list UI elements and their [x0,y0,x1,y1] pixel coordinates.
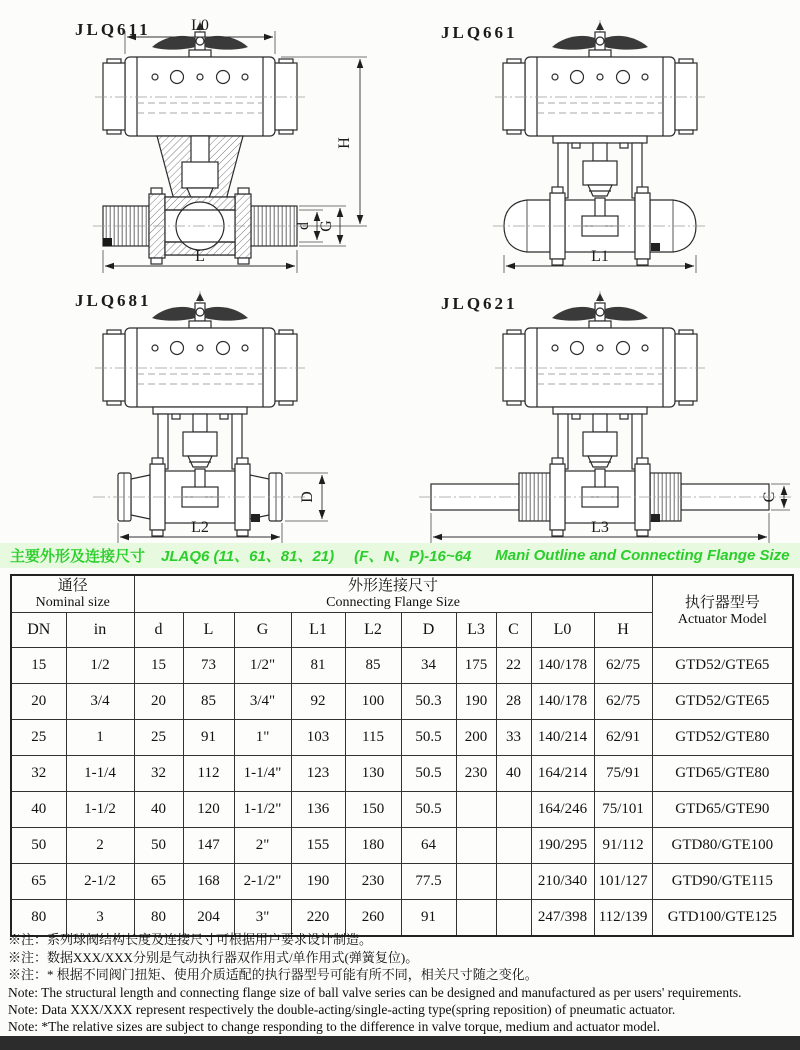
column-header: L1 [291,613,345,648]
diagram-jlq621 [405,281,795,547]
table-cell: 1/2" [234,648,291,684]
table-cell: 73 [183,648,234,684]
table-cell: 130 [345,756,401,792]
table-cell: 91/112 [594,828,652,864]
table-cell: GTD65/GTE80 [652,756,793,792]
table-cell: 190/295 [531,828,594,864]
table-cell: GTD52/GTE65 [652,684,793,720]
table-cell: 140/178 [531,648,594,684]
table-cell: 81 [291,648,345,684]
table-cell: 65 [11,864,66,900]
table-cell: 260 [345,900,401,937]
diagram-model-label: JLQ621 [441,294,518,313]
note-cn: ※注：* 根据不同阀门扭矩、使用介质适配的执行器型号可能有所不同，相关尺寸随之变化。 [8,967,538,982]
table-cell: 91 [401,900,456,937]
table-cell: 164/246 [531,792,594,828]
section-title-cn: 主要外形及连接尺寸 [10,549,146,565]
table-cell: 85 [345,648,401,684]
table-row [11,792,793,828]
section-title-band [0,543,800,568]
table-cell: GTD52/GTE80 [652,720,793,756]
table-cell: 25 [11,720,66,756]
table-cell: 40 [11,792,66,828]
dimension-label: d [295,222,312,230]
table-cell: 190 [291,864,345,900]
table-cell [456,792,496,828]
table-cell: 3/4 [66,684,134,720]
table-cell: 150 [345,792,401,828]
table-cell: 50 [134,828,183,864]
table-cell: 34 [401,648,456,684]
table-cell: 220 [291,900,345,937]
column-header: L [183,613,234,648]
note-en: Note: The structural length and connecting flange size of ball valve series can be designed and manufactured as per users' requirements. [8,984,742,1000]
table-cell: 2-1/2 [66,864,134,900]
table-cell: 3" [234,900,291,937]
table-cell: 210/340 [531,864,594,900]
table-cell: 1 [66,720,134,756]
table-cell: 40 [134,792,183,828]
table-cell: 1-1/4" [234,756,291,792]
table-cell: 200 [456,720,496,756]
table-cell: 190 [456,684,496,720]
table-cell: 65 [134,864,183,900]
table-cell: GTD52/GTE65 [652,648,793,684]
dimension-label: H [336,137,353,149]
table-cell: 247/398 [531,900,594,937]
column-header: D [401,613,456,648]
column-header: L3 [456,613,496,648]
dimension-label: G [318,220,335,232]
table-cell: 1-1/4 [66,756,134,792]
table-cell: GTD100/GTE125 [652,900,793,937]
section-title-en: Mani Outline and Connecting Flange Size [495,547,790,564]
header-connecting-flange-size: 外形连接尺寸 Connecting Flange Size [134,575,652,613]
header-actuator-model: 执行器型号 Actuator Model [652,575,793,648]
table-cell: 147 [183,828,234,864]
table-cell: 230 [345,864,401,900]
table-cell: 64 [401,828,456,864]
note-en: Note: Data XXX/XXX represent respectively the double-acting/single-acting type(spring reposition) of pneumatic actuator. [8,1001,676,1017]
table-cell: 22 [496,648,531,684]
table-cell: 1/2 [66,648,134,684]
table-cell: 136 [291,792,345,828]
dimension-label: L2 [191,519,209,536]
table-cell: 120 [183,792,234,828]
table-cell: 140/214 [531,720,594,756]
table-cell [496,864,531,900]
table-cell: 140/178 [531,684,594,720]
diagram-model-label: JLQ661 [441,23,518,42]
section-title-spec: (F、N、P)-16~64 [354,548,472,565]
table-cell: 155 [291,828,345,864]
table-cell: 100 [345,684,401,720]
table-cell: 15 [11,648,66,684]
valve-drawing-jlq611 [5,10,395,276]
table-cell: 62/75 [594,648,652,684]
table-cell: 62/91 [594,720,652,756]
table-cell: 230 [456,756,496,792]
table-cell: 180 [345,828,401,864]
table-cell: 75/91 [594,756,652,792]
table-cell: 32 [134,756,183,792]
table-cell: 50.5 [401,720,456,756]
table-cell: 2-1/2" [234,864,291,900]
table-cell: 175 [456,648,496,684]
table-cell: 1-1/2 [66,792,134,828]
note-cn: ※注：系列球阀结构长度及连接尺寸可根据用户要求设计制造。 [8,932,373,947]
table-cell: 80 [11,900,66,937]
table-cell: 3 [66,900,134,937]
table-cell: 80 [134,900,183,937]
column-header: H [594,613,652,648]
table-row [11,684,793,720]
table-cell: GTD65/GTE90 [652,792,793,828]
table-row [11,720,793,756]
table-cell: 50.3 [401,684,456,720]
table-cell: 168 [183,864,234,900]
table-cell [496,792,531,828]
table-body [11,648,793,937]
valve-drawing-jlq681 [5,281,395,547]
column-header: G [234,613,291,648]
table-row [11,648,793,684]
table-cell: 77.5 [401,864,456,900]
table-row [11,828,793,864]
valve-drawing-jlq621 [405,281,795,547]
dimension-label: L0 [191,17,209,34]
column-header: L2 [345,613,401,648]
notes-section [8,931,798,1035]
diagram-jlq681 [5,281,395,547]
table-cell: 1" [234,720,291,756]
table-cell: 112/139 [594,900,652,937]
table-row [11,864,793,900]
table-cell: 15 [134,648,183,684]
flange-size-table [10,574,794,937]
table-cell: 204 [183,900,234,937]
column-header: C [496,613,531,648]
table-cell: 28 [496,684,531,720]
table-cell: 103 [291,720,345,756]
table-cell: 50 [11,828,66,864]
table-cell: 1-1/2" [234,792,291,828]
table-cell: 115 [345,720,401,756]
table-cell: GTD80/GTE100 [652,828,793,864]
column-header: L0 [531,613,594,648]
section-title-model: JLAQ6 (11、61、81、21) [161,548,335,565]
table-cell: 112 [183,756,234,792]
note-en: Note: *The relative sizes are subject to change responding to the difference in valve torque, medium and actuator model. [8,1018,661,1034]
valve-drawing-jlq661 [405,10,795,276]
table-cell: 33 [496,720,531,756]
table-cell [456,864,496,900]
table-cell: 92 [291,684,345,720]
dimension-label: C [761,491,778,503]
table-cell: 40 [496,756,531,792]
table-cell: 50.5 [401,792,456,828]
dimension-label: D [299,491,316,503]
table-cell: 2" [234,828,291,864]
table-cell: 2 [66,828,134,864]
dimension-label: L1 [591,248,609,265]
page-bottom-bar [0,1036,800,1050]
header-nominal-size: 通径 Nominal size [11,575,134,613]
diagram-model-label: JLQ681 [75,291,152,310]
column-header: in [66,613,134,648]
column-header: d [134,613,183,648]
table-cell: 123 [291,756,345,792]
diagram-model-label: JLQ611 [75,20,151,39]
table-cell: 20 [134,684,183,720]
diagram-jlq661 [405,10,795,276]
table-cell [496,828,531,864]
table-cell: 25 [134,720,183,756]
table-row [11,756,793,792]
table-cell: 32 [11,756,66,792]
table-cell: 50.5 [401,756,456,792]
table-cell: 85 [183,684,234,720]
table-cell: 91 [183,720,234,756]
dimension-label: L3 [591,519,609,536]
diagram-jlq611 [5,10,395,276]
table-cell: 3/4" [234,684,291,720]
dimension-label: L [195,248,205,265]
table-cell: 164/214 [531,756,594,792]
table-cell [456,828,496,864]
table-cell: 101/127 [594,864,652,900]
table-cell: GTD90/GTE115 [652,864,793,900]
table-cell: 75/101 [594,792,652,828]
table-cell: 62/75 [594,684,652,720]
column-header: DN [11,613,66,648]
note-cn: ※注：数据XXX/XXX分别是气动执行器双作用式/单作用式(弹簧复位)。 [8,949,419,965]
table-cell: 20 [11,684,66,720]
